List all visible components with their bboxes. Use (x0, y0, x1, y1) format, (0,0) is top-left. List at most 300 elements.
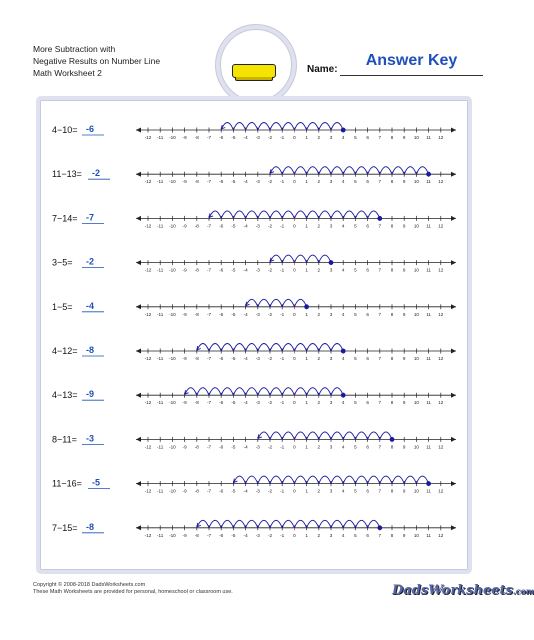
axis-right-arrow (451, 525, 456, 530)
tick-label: 1 (305, 135, 308, 140)
tick-label: -4 (243, 532, 248, 538)
tick-label: -7 (206, 356, 212, 361)
tick-label: -5 (231, 179, 236, 185)
tick-label: 5 (354, 532, 357, 538)
problem-expression: 3−5= (52, 257, 73, 268)
tick-label: 1 (305, 444, 308, 450)
tick-label: 8 (390, 444, 394, 450)
tick-label: -7 (206, 267, 212, 273)
start-dot (377, 216, 382, 221)
tick-label: -3 (255, 444, 260, 450)
tick-label: -1 (280, 488, 285, 494)
tick-label: -5 (231, 488, 236, 494)
problem-expression: 7−15= (52, 522, 78, 533)
tick-label: 10 (413, 400, 419, 406)
tick-label: -9 (182, 311, 187, 317)
tick-label: -7 (206, 444, 212, 450)
tick-label: 4 (341, 179, 345, 185)
tick-label: 12 (438, 532, 444, 538)
tick-label: -1 (280, 444, 285, 450)
tick-label: 11 (426, 356, 431, 361)
problem-row (52, 432, 456, 450)
problem-row (52, 476, 456, 494)
tick-label: -5 (231, 223, 236, 229)
tick-label: -8 (194, 400, 199, 406)
answer-value: -9 (86, 389, 95, 400)
tick-label: 4 (341, 444, 345, 450)
hop-arcs (209, 211, 380, 219)
copyright-text: Copyright © 2008-2018 DadsWorksheets.com (33, 582, 146, 588)
tick-label: 6 (366, 311, 369, 317)
tick-label: 12 (438, 400, 444, 406)
tick-label: 0 (293, 444, 296, 450)
tick-label: 5 (354, 179, 357, 185)
tick-label: -7 (206, 400, 212, 406)
tick-label: 6 (366, 400, 369, 406)
problem-expression: 11−16= (52, 478, 82, 489)
tick-label: -8 (194, 488, 199, 494)
tick-label: 5 (354, 135, 357, 140)
tick-label: -6 (219, 223, 224, 229)
tick-label: 10 (413, 444, 419, 450)
tick-label: 12 (438, 444, 444, 450)
start-dot (377, 525, 382, 530)
tick-label: -6 (219, 267, 224, 273)
tick-label: 11 (426, 223, 431, 229)
tick-label: -11 (157, 488, 164, 494)
tick-label: 5 (354, 223, 357, 229)
tick-label: -11 (157, 223, 164, 229)
tick-label: -4 (243, 135, 248, 140)
answer-value: -5 (92, 477, 101, 488)
tick-label: -3 (255, 356, 260, 361)
axis-right-arrow (451, 260, 456, 265)
tick-label: 6 (366, 267, 369, 273)
tick-label: -11 (157, 356, 164, 361)
name-label: Name: (307, 64, 338, 75)
problem-row (52, 388, 456, 406)
tick-label: -12 (144, 311, 152, 317)
tick-label: 3 (329, 267, 333, 273)
tick-label: 8 (390, 267, 394, 273)
tick-label: 7 (378, 223, 382, 229)
tick-label: -8 (194, 267, 199, 273)
axis-right-arrow (451, 304, 456, 309)
tick-label: 4 (341, 311, 345, 317)
tick-label: -1 (280, 179, 285, 185)
tick-label: -8 (194, 356, 199, 361)
start-dot (341, 393, 346, 398)
problem-row (52, 520, 456, 538)
tick-label: -3 (255, 135, 260, 140)
tick-label: 7 (378, 444, 382, 450)
problem-row (52, 167, 456, 185)
start-dot (426, 481, 431, 486)
tick-label: 6 (366, 135, 369, 140)
tick-label: 4 (341, 267, 345, 273)
hop-arcs (185, 388, 344, 396)
problem-row (52, 299, 456, 317)
tick-label: -10 (169, 444, 176, 450)
tick-label: 0 (293, 356, 296, 361)
answer-value: -4 (86, 300, 95, 311)
tick-label: 9 (402, 356, 406, 361)
tick-label: -7 (206, 532, 212, 538)
tick-label: -7 (206, 311, 212, 317)
tick-label: -10 (169, 135, 176, 140)
tick-label: 2 (317, 400, 321, 406)
start-dot (341, 349, 346, 354)
tick-label: -9 (182, 135, 187, 140)
tick-label: 9 (402, 488, 406, 494)
tick-label: 8 (390, 488, 394, 494)
tick-label: -3 (255, 311, 260, 317)
tick-label: 7 (378, 400, 382, 406)
tick-label: -4 (243, 356, 248, 361)
tick-label: 9 (402, 444, 406, 450)
tick-label: 4 (341, 135, 345, 140)
tick-label: 12 (438, 223, 444, 229)
tick-label: -9 (182, 267, 187, 273)
tick-label: -8 (194, 135, 199, 140)
tick-label: -11 (157, 532, 164, 538)
axis-left-arrow (136, 393, 141, 398)
axis-left-arrow (136, 216, 141, 221)
tick-label: -2 (267, 532, 273, 538)
tick-label: -5 (231, 267, 236, 273)
tick-label: 10 (413, 179, 419, 185)
tick-label: 3 (329, 179, 333, 185)
tick-label: 2 (317, 444, 321, 450)
tick-label: -10 (169, 311, 176, 317)
tick-label: -2 (267, 135, 273, 140)
axis-left-arrow (136, 525, 141, 530)
hop-arcs (221, 123, 343, 131)
tick-label: -7 (206, 135, 212, 140)
tick-label: -8 (194, 444, 199, 450)
tick-label: -10 (169, 532, 176, 538)
tick-label: -2 (267, 311, 273, 317)
tick-label: -9 (182, 400, 187, 406)
tick-label: -9 (182, 488, 187, 494)
tick-label: 10 (413, 135, 419, 140)
answer-value: -2 (92, 168, 101, 179)
tick-label: -8 (194, 179, 199, 185)
answer-value: -7 (86, 212, 95, 223)
start-dot (426, 172, 431, 177)
tick-label: 4 (341, 356, 345, 361)
tick-label: 12 (438, 311, 444, 317)
tick-label: 10 (413, 532, 419, 538)
tick-label: 3 (329, 135, 333, 140)
tick-label: 9 (402, 311, 406, 317)
tick-label: 4 (341, 400, 345, 406)
tick-label: 7 (378, 135, 382, 140)
tick-label: -4 (243, 488, 248, 494)
hop-arcs (246, 299, 307, 307)
tick-label: 2 (317, 223, 321, 229)
tick-label: -4 (243, 179, 248, 185)
tick-label: 6 (366, 356, 369, 361)
tick-label: -12 (144, 444, 152, 450)
tick-label: -1 (280, 267, 285, 273)
tick-label: -5 (231, 532, 236, 538)
answer-value: -8 (86, 521, 95, 532)
hop-arcs (270, 255, 331, 263)
axis-left-arrow (136, 349, 141, 354)
usage-notice: These Math Worksheets are provided for personal, homeschool or classroom use. (33, 589, 233, 595)
tick-label: 2 (317, 488, 321, 494)
tick-label: 11 (426, 135, 431, 140)
tick-label: 6 (366, 532, 369, 538)
tick-label: 10 (413, 356, 419, 361)
tick-label: -9 (182, 356, 187, 361)
hop-arcs (233, 476, 428, 484)
hop-arcs (258, 432, 392, 440)
tick-label: 11 (426, 179, 431, 185)
tick-label: 3 (329, 400, 333, 406)
problem-row (52, 123, 456, 141)
tick-label: 3 (329, 223, 333, 229)
problem-row (52, 255, 456, 273)
axis-left-arrow (136, 128, 141, 133)
tick-label: -9 (182, 444, 187, 450)
tick-label: -3 (255, 400, 260, 406)
tick-label: -8 (194, 532, 199, 538)
title-line-2: Negative Results on Number Line (33, 56, 161, 66)
tick-label: -4 (243, 400, 248, 406)
tick-label: -1 (280, 311, 285, 317)
tick-label: 3 (329, 532, 333, 538)
tick-label: 0 (293, 135, 296, 140)
tick-label: -4 (243, 223, 248, 229)
tick-label: 4 (341, 488, 345, 494)
tick-label: -12 (144, 488, 152, 494)
tick-label: 8 (390, 356, 394, 361)
tick-label: 2 (317, 267, 321, 273)
axis-right-arrow (451, 393, 456, 398)
tick-label: 9 (402, 532, 406, 538)
tick-label: -4 (243, 311, 248, 317)
tick-label: -9 (182, 223, 187, 229)
tick-label: 1 (305, 356, 308, 361)
tick-label: 8 (390, 135, 394, 140)
tick-label: 12 (438, 356, 444, 361)
tick-label: 0 (293, 532, 296, 538)
tick-label: -3 (255, 532, 260, 538)
tick-label: 5 (354, 267, 357, 273)
tick-label: -2 (267, 179, 273, 185)
tick-label: 10 (413, 488, 419, 494)
tick-label: 5 (354, 356, 357, 361)
tick-label: 9 (402, 267, 406, 273)
problem-expression: 8−11= (52, 434, 77, 445)
tick-label: -9 (182, 179, 187, 185)
brand-suffix: .com (512, 586, 534, 596)
tick-label: 3 (329, 488, 333, 494)
problem-expression: 7−14= (52, 213, 78, 224)
tick-label: -10 (169, 400, 176, 406)
tick-label: -6 (219, 488, 224, 494)
tick-label: 1 (305, 488, 308, 494)
problem-expression: 4−10= (52, 125, 78, 135)
answer-value: -3 (86, 433, 95, 444)
tick-label: -12 (144, 267, 152, 273)
answer-value: -2 (86, 256, 95, 267)
tick-label: 0 (293, 223, 296, 229)
tick-label: 4 (341, 223, 345, 229)
tick-label: -3 (255, 223, 260, 229)
tick-label: 11 (426, 400, 431, 406)
tick-label: -2 (267, 223, 273, 229)
tick-label: 1 (305, 400, 308, 406)
tick-label: 7 (378, 532, 382, 538)
start-dot (341, 128, 346, 133)
tick-label: -7 (206, 179, 212, 185)
brand-name: DadsWorksheets (392, 583, 513, 598)
tick-label: 11 (426, 311, 431, 317)
tick-label: 5 (354, 444, 357, 450)
tick-label: -11 (157, 311, 164, 317)
tick-label: -3 (255, 488, 260, 494)
tick-label: 3 (329, 311, 333, 317)
tick-label: 0 (293, 179, 296, 185)
tick-label: 5 (354, 311, 357, 317)
tick-label: -10 (169, 267, 176, 273)
tick-label: 0 (293, 488, 296, 494)
tick-label: 7 (378, 267, 382, 273)
problem-row (52, 211, 456, 229)
tick-label: -1 (280, 400, 285, 406)
tick-label: 3 (329, 444, 333, 450)
problem-row (52, 344, 456, 362)
start-dot (304, 304, 309, 309)
problem-expression: 11−13= (52, 169, 82, 180)
tick-label: 11 (426, 532, 431, 538)
tick-label: 1 (305, 311, 308, 317)
tick-label: -2 (267, 267, 273, 273)
tick-label: 9 (402, 179, 406, 185)
tick-label: -6 (219, 179, 224, 185)
tick-label: -11 (157, 267, 164, 273)
title-line-3: Math Worksheet 2 (33, 68, 102, 78)
tick-label: 2 (317, 356, 321, 361)
tick-label: 5 (354, 488, 357, 494)
axis-left-arrow (136, 172, 141, 177)
axis-left-arrow (136, 437, 141, 442)
start-dot (329, 260, 334, 265)
problem-expression: 4−12= (52, 346, 78, 356)
tick-label: -2 (267, 444, 273, 450)
tick-label: 12 (438, 135, 444, 140)
tick-label: 2 (317, 532, 321, 538)
tick-label: -12 (144, 532, 152, 538)
tick-label: 8 (390, 223, 394, 229)
tick-label: 8 (390, 532, 394, 538)
tick-label: -4 (243, 267, 248, 273)
tick-label: 12 (438, 179, 444, 185)
axis-right-arrow (451, 437, 456, 442)
problem-expression: 4−13= (52, 390, 78, 401)
axis-right-arrow (451, 216, 456, 221)
tick-label: -1 (280, 532, 285, 538)
tick-label: -6 (219, 400, 224, 406)
axis-left-arrow (136, 260, 141, 265)
tick-label: 8 (390, 179, 394, 185)
tick-label: -1 (280, 356, 285, 361)
tick-label: -1 (280, 135, 285, 140)
tick-label: 11 (426, 488, 431, 494)
tick-label: -12 (144, 223, 152, 229)
tick-label: 6 (366, 488, 369, 494)
tick-label: -1 (280, 223, 285, 229)
tick-label: 0 (293, 400, 296, 406)
axis-right-arrow (451, 128, 456, 133)
brand-logo (392, 583, 534, 603)
tick-label: -9 (182, 532, 187, 538)
tick-label: -7 (206, 488, 212, 494)
tick-label: -8 (194, 311, 199, 317)
tick-label: 1 (305, 179, 308, 185)
tick-label: -12 (144, 400, 152, 406)
tick-label: 10 (413, 267, 419, 273)
problem-expression: 1−5= (52, 301, 73, 312)
tick-label: -10 (169, 488, 176, 494)
answer-key-text: Answer Key (365, 52, 458, 69)
tick-label: 9 (402, 400, 406, 406)
hop-arcs (197, 520, 380, 528)
tick-label: -5 (231, 356, 236, 361)
tick-label: -12 (144, 179, 152, 185)
axis-right-arrow (451, 481, 456, 486)
tick-label: 7 (378, 311, 382, 317)
tick-label: 12 (438, 488, 444, 494)
tick-label: 1 (305, 223, 308, 229)
tick-label: 0 (293, 267, 296, 273)
tick-label: -2 (267, 400, 273, 406)
tick-label: -6 (219, 532, 224, 538)
tick-label: 9 (402, 223, 406, 229)
axis-right-arrow (451, 349, 456, 354)
tick-label: -6 (219, 356, 224, 361)
tick-label: -7 (206, 223, 212, 229)
tick-label: 9 (402, 135, 406, 140)
tick-label: 6 (366, 444, 369, 450)
tick-label: -6 (219, 444, 224, 450)
tick-label: -11 (157, 135, 164, 140)
tick-label: -8 (194, 223, 199, 229)
tick-label: 2 (317, 135, 321, 140)
axis-right-arrow (451, 172, 456, 177)
tick-label: -6 (219, 135, 224, 140)
tick-label: 7 (378, 179, 382, 185)
tick-label: -5 (231, 400, 236, 406)
tick-label: -10 (169, 356, 176, 361)
tick-label: 6 (366, 179, 369, 185)
tick-label: 2 (317, 179, 321, 185)
tick-label: -5 (231, 311, 236, 317)
title-line-1: More Subtraction with (33, 44, 116, 54)
tick-label: -3 (255, 267, 260, 273)
tick-label: 2 (317, 311, 321, 317)
tick-label: -2 (267, 488, 273, 494)
tick-label: -3 (255, 179, 260, 185)
tick-label: 0 (293, 311, 296, 317)
tick-label: 11 (426, 267, 431, 273)
tick-label: 1 (305, 267, 308, 273)
tick-label: 8 (390, 311, 394, 317)
tick-label: 8 (390, 400, 394, 406)
